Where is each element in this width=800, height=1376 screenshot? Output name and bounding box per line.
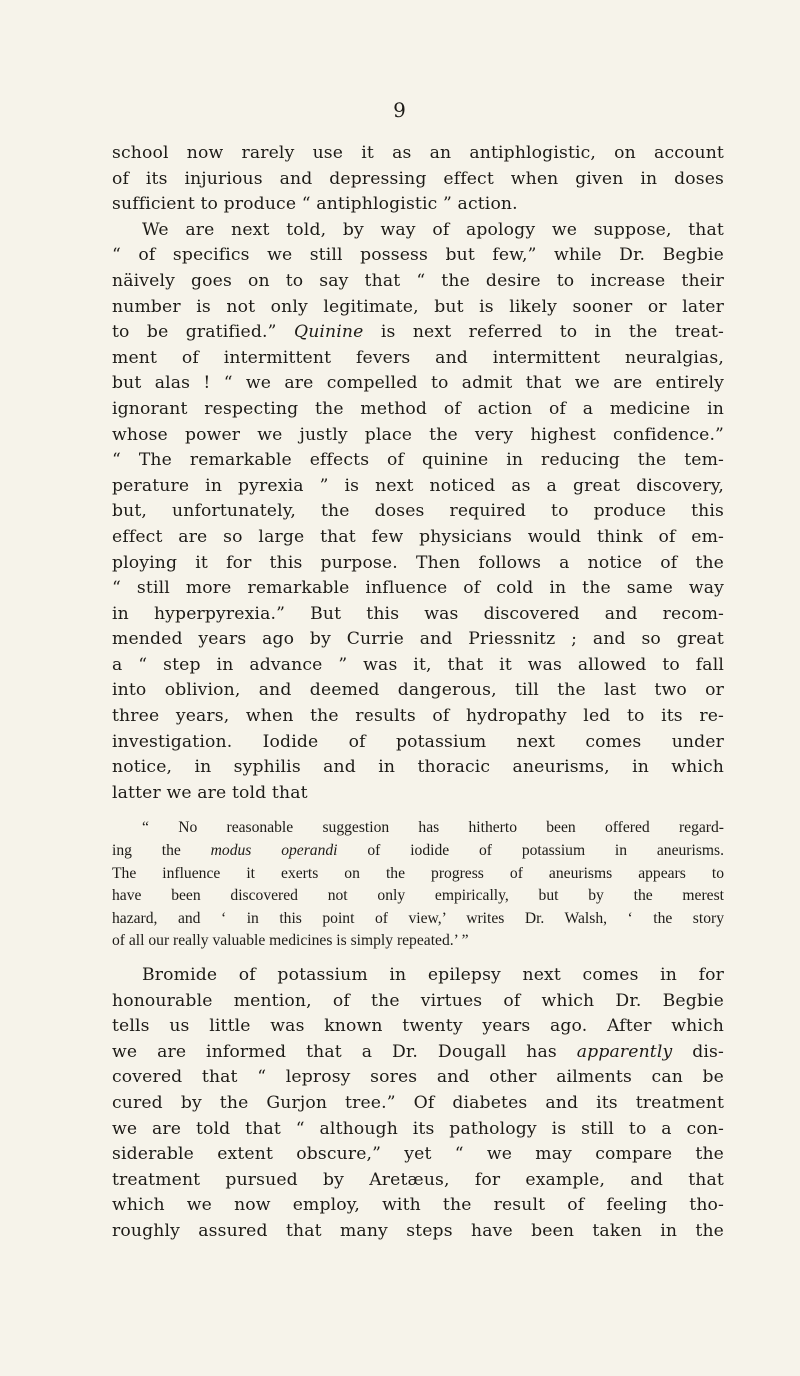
text-line: “ still more remarkable influence of cold in the same way bbox=[112, 578, 724, 599]
text-line: whose power we justly place the very highest confidence.” bbox=[112, 424, 724, 445]
page-number: 9 bbox=[393, 98, 407, 122]
text-line: number is not only legitimate, but is likely sooner or later bbox=[112, 296, 724, 317]
text-segment: dis- bbox=[692, 1041, 724, 1062]
text-line: but, unfortunately, the doses required to produce this bbox=[112, 501, 724, 522]
text-segment: of iodide of potassium in aneurisms. bbox=[367, 842, 724, 860]
text-line: cured by the Gurjon tree.” Of diabetes and its treatment bbox=[112, 1092, 724, 1113]
block-quote bbox=[112, 817, 724, 953]
text-line: honourable mention, of the virtues of which Dr. Begbie bbox=[112, 990, 724, 1011]
text-line: which we now employ, with the result of feeling tho- bbox=[112, 1195, 724, 1216]
text-line: latter we are told that bbox=[112, 782, 308, 803]
text-line: “ of specifics we still possess but few,” while Dr. Begbie bbox=[112, 245, 724, 266]
text-line: ignorant respecting the method of action of a medicine in bbox=[112, 398, 724, 419]
text-segment: we are informed that a Dr. Dougall has bbox=[112, 1041, 557, 1062]
text-line: a “ step in advance ” was it, that it was allowed to fall bbox=[112, 654, 724, 675]
text-line: roughly assured that many steps have been taken in the bbox=[112, 1220, 724, 1241]
text-line: ploying it for this purpose. Then follows a notice of the bbox=[112, 552, 724, 573]
text-line: “ The remarkable effects of quinine in reducing the tem- bbox=[112, 450, 724, 471]
text-line: school now rarely use it as an antiphlogistic, on account bbox=[112, 143, 724, 163]
text-segment: is next referred to in the treat- bbox=[380, 322, 725, 343]
text-line bbox=[112, 1040, 724, 1066]
text-line: sufficient to produce “ antiphlogistic ” action. bbox=[112, 194, 518, 215]
text-line: We are next told, by way of apology we suppose, that bbox=[142, 219, 724, 240]
italic-phrase: modus operandi bbox=[210, 842, 338, 860]
text-line: treatment pursued by Aretæus, for example, and that bbox=[112, 1169, 724, 1190]
text-line: ment of intermittent fevers and intermittent neuralgias, bbox=[112, 347, 724, 368]
text-segment: ing the bbox=[112, 842, 181, 860]
text-line: Bromide of potassium in epilepsy next comes in for bbox=[142, 965, 724, 985]
quote-line: hazard, and ‘ in this point of view,’ writes Dr. Walsh, ‘ the story bbox=[112, 909, 724, 927]
text-line: effect are so large that few physicians would think of em- bbox=[112, 526, 724, 547]
text-line: but alas ! “ we are compelled to admit that we are entirely bbox=[112, 373, 724, 394]
text-line: of its injurious and depressing effect when given in doses bbox=[112, 168, 724, 189]
italic-word: Quinine bbox=[293, 322, 364, 343]
text-line: three years, when the results of hydropathy led to its re- bbox=[112, 706, 724, 727]
italic-word: apparently bbox=[576, 1041, 673, 1062]
text-line: we are told that “ although its pathology is still to a con- bbox=[112, 1118, 724, 1139]
text-line: mended years ago by Currie and Priessnitz ; and so great bbox=[112, 629, 724, 650]
quote-line: of all our really valuable medicines is simply repeated.’ ” bbox=[112, 932, 469, 950]
text-line: siderable extent obscure,” yet “ we may compare the bbox=[112, 1144, 724, 1165]
text-line: näively goes on to say that “ the desire to increase their bbox=[112, 270, 724, 291]
quote-line bbox=[112, 840, 724, 863]
body-text bbox=[112, 141, 724, 1245]
text-line: notice, in syphilis and in thoracic aneurisms, in which bbox=[112, 757, 724, 778]
text-line: in hyperpyrexia.” But this was discovered and recom- bbox=[112, 603, 724, 624]
quote-line: “ No reasonable suggestion has hitherto been offered regard- bbox=[142, 819, 724, 837]
text-segment: to be gratified.” bbox=[112, 322, 277, 343]
text-line bbox=[112, 320, 724, 346]
text-line: into oblivion, and deemed dangerous, till the last two or bbox=[112, 680, 724, 701]
quote-line: The influence it exerts on the progress of aneurisms appears to bbox=[112, 864, 724, 882]
text-line: tells us little was known twenty years ago. After which bbox=[112, 1016, 724, 1037]
quote-line: have been discovered not only empirically, but by the merest bbox=[112, 887, 724, 905]
text-line: perature in pyrexia ” is next noticed as a great discovery, bbox=[112, 475, 724, 496]
text-line: investigation. Iodide of potassium next comes under bbox=[112, 731, 724, 752]
text-line: covered that “ leprosy sores and other ailments can be bbox=[112, 1067, 724, 1088]
